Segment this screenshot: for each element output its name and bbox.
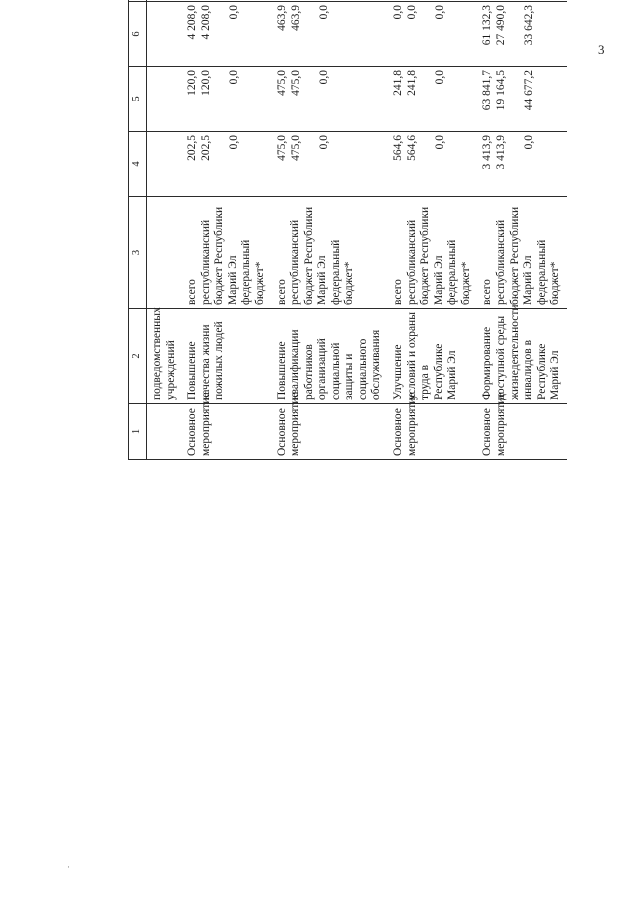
value: 0,0	[317, 70, 330, 85]
value: 0,0	[392, 5, 404, 20]
value-cell	[272, 0, 389, 2]
value: 564,6	[392, 135, 404, 161]
row-type: Основное мероприятие	[272, 404, 389, 460]
value-cell	[477, 0, 566, 2]
funding-source: всего	[392, 279, 404, 305]
value-cell	[272, 132, 389, 197]
value: 0,0	[434, 135, 446, 150]
value: 27 490,0	[495, 5, 508, 46]
funding-source: республиканский бюджет Республики Марий Эл	[199, 206, 239, 305]
value: 0,0	[434, 70, 446, 85]
rotated-table-container	[128, 0, 608, 460]
funding-source: федеральный бюджет*	[446, 239, 472, 305]
funding-source: республиканский бюджет Республики Марий Эл	[494, 206, 535, 305]
funding-sources	[182, 197, 271, 309]
funding-source: федеральный бюджет*	[240, 239, 266, 305]
row-type: Основное мероприятие	[477, 404, 566, 460]
value: 475,0	[275, 70, 288, 96]
funding-source: республиканский бюджет Республики Марий Эл	[289, 206, 329, 305]
value: 564,6	[406, 135, 418, 161]
col-header	[129, 0, 147, 2]
value: 44 677,2	[523, 70, 536, 111]
page-number: 3	[598, 42, 605, 57]
col-header: 5	[129, 67, 147, 132]
table-row	[477, 0, 566, 460]
measure-name: Повышение квалификации работников организаций социальной защиты и социального обслуживания	[272, 309, 389, 404]
table-row	[272, 0, 389, 460]
funding-sources	[388, 197, 477, 309]
value-cell	[182, 2, 271, 67]
scan-mark: ·	[67, 862, 70, 872]
funding-source: федеральный бюджет*	[329, 239, 356, 305]
value: 463,9	[289, 5, 302, 31]
value: 202,5	[200, 135, 213, 161]
funding-source: всего	[186, 279, 199, 305]
measure-name: Формирование доступной среды жизнедеятельности инвалидов в Республике Марий Эл	[477, 309, 566, 404]
budget-table	[128, 0, 567, 460]
table-row	[388, 0, 477, 460]
funding-source: республиканский бюджет Республики Марий Эл	[405, 206, 445, 305]
funding-sources	[477, 197, 566, 309]
funding-source: федеральный бюджет*	[535, 239, 562, 305]
value: 0,0	[228, 5, 241, 20]
value: 0,0	[317, 135, 330, 150]
value: 202,5	[186, 135, 199, 161]
value: 0,0	[228, 70, 241, 85]
measure-name: Улучшение условий и охраны труда в Республике Марий Эл	[388, 309, 477, 404]
value-cell	[388, 132, 477, 197]
funding-source: всего	[275, 279, 288, 305]
value: 61 132,3	[481, 5, 494, 46]
value: 120,0	[200, 70, 213, 96]
funding-source: всего	[481, 279, 494, 305]
measure-name: Повышение качества жизни пожилых людей	[182, 309, 271, 404]
value: 120,0	[186, 70, 199, 96]
continuation-row	[147, 0, 183, 460]
value-cell	[272, 2, 389, 67]
value-cell	[182, 0, 271, 2]
header-row	[129, 0, 147, 460]
value-cell	[272, 67, 389, 132]
value: 4 208,0	[200, 5, 213, 40]
value: 4 208,0	[186, 5, 199, 40]
col-header: 6	[129, 2, 147, 67]
table-row	[182, 0, 271, 460]
value: 0,0	[406, 5, 418, 20]
value: 475,0	[275, 135, 288, 161]
value-cell	[182, 132, 271, 197]
col-header: 1	[129, 404, 147, 460]
continuation-text: подведомственных учреждений	[147, 309, 183, 404]
col-header: 2	[129, 309, 147, 404]
value: 241,8	[392, 70, 404, 96]
value: 33 642,3	[523, 5, 536, 46]
row-type: Основное мероприятие	[388, 404, 477, 460]
value: 475,0	[289, 135, 302, 161]
value: 0,0	[228, 135, 241, 150]
value: 0,0	[317, 5, 330, 20]
row-type: Основное мероприятие	[182, 404, 271, 460]
value: 0,0	[434, 5, 446, 20]
value-cell	[182, 67, 271, 132]
value: 63 841,7	[481, 70, 494, 111]
value-cell	[477, 132, 566, 197]
value: 463,9	[275, 5, 288, 31]
col-header: 4	[129, 132, 147, 197]
value-cell	[388, 0, 477, 2]
value-cell	[477, 2, 566, 67]
value: 475,0	[289, 70, 302, 96]
col-header: 3	[129, 197, 147, 309]
value-cell	[388, 67, 477, 132]
value: 3 413,9	[481, 135, 494, 170]
value-cell	[388, 2, 477, 67]
funding-sources	[272, 197, 389, 309]
value: 0,0	[523, 135, 536, 150]
value: 241,8	[406, 70, 418, 96]
value: 3 413,9	[495, 135, 508, 170]
value: 19 164,5	[495, 70, 508, 111]
value-cell	[477, 67, 566, 132]
